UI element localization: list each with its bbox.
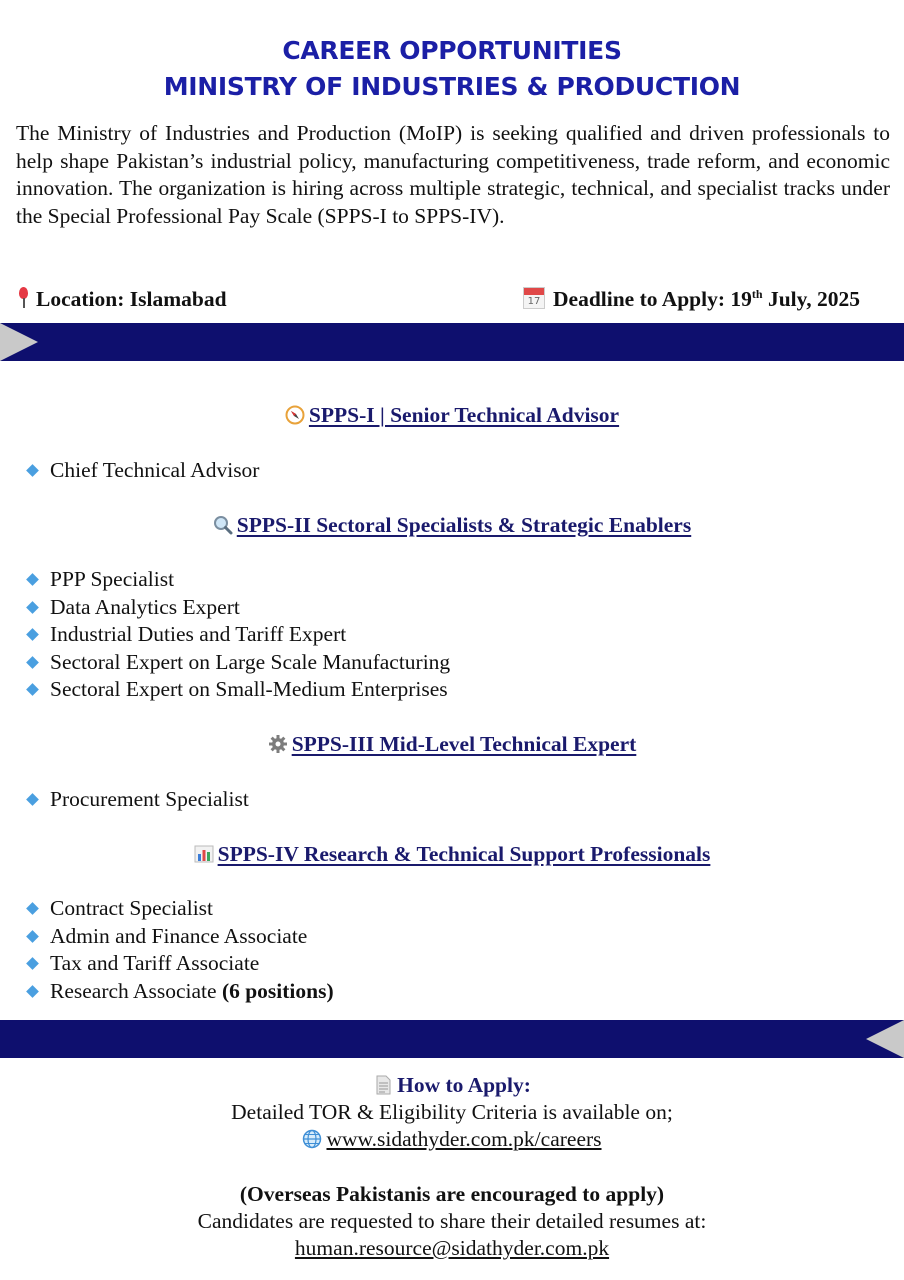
- diamond-bullet-icon: [26, 985, 39, 998]
- list-item-text: Data Analytics Expert: [50, 594, 240, 619]
- deadline-sup: th: [751, 287, 763, 301]
- positions-count: (6 positions): [221, 978, 334, 1003]
- share-resume-text: Candidates are requested to share their detailed resumes at:: [197, 1209, 707, 1233]
- careers-link-row: [0, 1126, 904, 1154]
- calendar-day: 17: [527, 296, 541, 308]
- list-item-text: Sectoral Expert on Large Scale Manufacturing: [50, 649, 451, 674]
- section-list-spps-1: [26, 457, 259, 485]
- list-item-text: Contract Specialist: [50, 896, 214, 920]
- diamond-bullet-icon: [26, 902, 39, 915]
- arrow-left-decoration: [0, 323, 38, 361]
- list-item-text: Research Associate: [50, 978, 222, 1003]
- list-item: [26, 895, 334, 923]
- diamond-bullet-icon: [26, 793, 39, 806]
- section-list-spps-2: [26, 566, 450, 704]
- gear-icon: [268, 734, 288, 754]
- calendar-icon: [523, 287, 545, 309]
- title-ministry: MINISTRY OF INDUSTRIES & PRODUCTION: [163, 72, 741, 101]
- list-item-text: Industrial Duties and Tariff Expert: [50, 622, 347, 646]
- list-item: [26, 950, 334, 978]
- deadline-suffix: July, 2025: [762, 287, 860, 312]
- diamond-bullet-icon: [26, 464, 39, 477]
- email-row: [0, 1235, 904, 1263]
- intro-paragraph: The Ministry of Industries and Production (MoIP) is seeking qualified and driven professionals to help shape Pakistan’s industrial policy, manufacturing competitiveness, trade reform, and economic innovation. The organization is hiring across multiple strategic, technical, and specialist tracks under the Special Professional Pay Scale (SPPS-I to SPPS-IV).: [16, 121, 890, 228]
- how-to-apply-heading: [0, 1072, 904, 1100]
- list-item-text: Sectoral Expert on Small-Medium Enterprises: [50, 677, 448, 701]
- email-link[interactable]: human.resource@sidathyder.com.pk: [294, 1236, 610, 1260]
- section-heading-text: SPPS-III Mid-Level Technical Expert: [291, 732, 637, 756]
- list-item: [26, 923, 334, 951]
- section-list-spps-4: [26, 895, 334, 1005]
- list-item: [26, 566, 450, 594]
- list-item: [26, 457, 259, 485]
- section-heading-text: SPPS-IV Research & Technical Support Professionals: [217, 842, 711, 866]
- list-item-text: Admin and Finance Associate: [50, 923, 308, 948]
- list-item: [26, 621, 450, 649]
- list-item: [26, 978, 334, 1006]
- diamond-bullet-icon: [26, 930, 39, 943]
- list-item-text: Chief Technical Advisor: [50, 458, 260, 482]
- section-heading-spps-3: [0, 732, 904, 757]
- list-item: [26, 594, 450, 622]
- title-career-opportunities: CAREER OPPORTUNITIES: [282, 36, 622, 65]
- arrow-right-decoration: [866, 1020, 904, 1058]
- deadline: [523, 287, 860, 312]
- list-item: [26, 649, 450, 677]
- section-heading-text: SPPS-I | Senior Technical Advisor: [308, 403, 620, 427]
- overseas-note: (Overseas Pakistanis are encouraged to apply): [239, 1182, 665, 1206]
- tor-availability-text: Detailed TOR & Eligibility Criteria is available on;: [231, 1100, 673, 1124]
- diamond-bullet-icon: [26, 628, 39, 641]
- section-heading-spps-4: [0, 842, 904, 867]
- how-to-apply-text: How to Apply:: [397, 1073, 531, 1097]
- section-heading-text: SPPS-II Sectoral Specialists & Strategic Enablers: [236, 513, 692, 537]
- careers-url-link[interactable]: www.sidathyder.com.pk/careers: [326, 1127, 602, 1151]
- section-list-spps-3: [26, 786, 249, 814]
- section-heading-spps-2: [0, 513, 904, 538]
- list-item-text: Procurement Specialist: [50, 787, 249, 811]
- globe-icon: [302, 1129, 322, 1149]
- bar-chart-icon: [194, 844, 214, 864]
- diamond-bullet-icon: [26, 573, 39, 586]
- diamond-bullet-icon: [26, 683, 39, 696]
- list-item-text: PPP Specialist: [50, 567, 175, 591]
- divider-band-bottom: [0, 1020, 904, 1058]
- diamond-bullet-icon: [26, 957, 39, 970]
- magnifier-icon: [213, 515, 233, 535]
- list-item: [26, 786, 249, 814]
- list-item-text: Tax and Tariff Associate: [50, 951, 260, 975]
- deadline-prefix: Deadline to Apply: 19: [553, 287, 752, 312]
- location: [18, 287, 227, 312]
- diamond-bullet-icon: [26, 656, 39, 669]
- document-icon: [373, 1075, 393, 1095]
- section-heading-spps-1: [0, 403, 904, 428]
- location-text: Location: Islamabad: [36, 287, 227, 311]
- diamond-bullet-icon: [26, 601, 39, 614]
- divider-band-top: [0, 323, 904, 361]
- compass-icon: [285, 405, 305, 425]
- list-item: [26, 676, 450, 704]
- pin-icon: [18, 287, 28, 309]
